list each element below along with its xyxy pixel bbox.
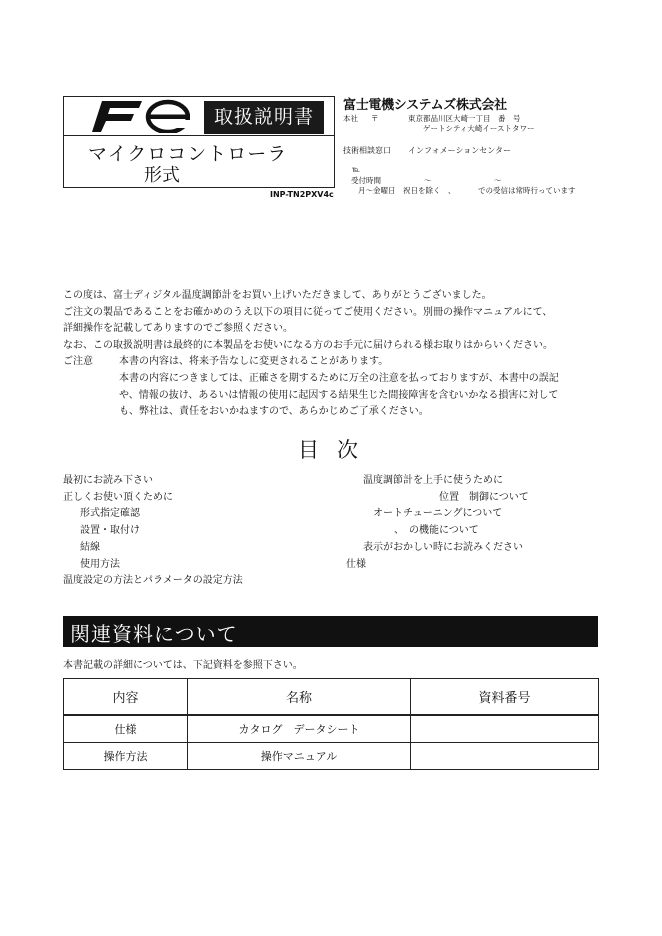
postal-mark: 〒 — [371, 114, 379, 123]
toc-item[interactable]: 最初にお読み下さい — [63, 475, 153, 486]
product-type-label: 形式 — [144, 165, 180, 186]
toc-item[interactable]: 使用方法 — [80, 559, 120, 570]
column-header-content: 内容 — [64, 679, 188, 716]
related-docs-heading: 関連資料について — [70, 622, 238, 646]
fax-note: での受信は常時行っています — [478, 186, 576, 195]
toc-item[interactable]: 結線 — [80, 542, 100, 553]
intro-para-2: ご注文の製品であることをお確かめのうえ以下の項目に従ってご使用ください。別冊の操作マニュアルにて、 — [63, 307, 553, 318]
support-center: インフォメーションセンター — [408, 146, 511, 155]
toc-item[interactable]: 正しくお使い頂くために — [63, 492, 173, 503]
table-cell: 操作方法 — [64, 743, 188, 770]
hours-detail: 月～金曜日 祝日を除く 、 — [358, 186, 456, 195]
hours-tilde-2: ～ — [494, 176, 502, 185]
address-line2: ゲートシティ大崎イーストタワー — [423, 124, 535, 133]
notice-line-2c: も、弊社は、責任をおいかねますので、あらかじめご了承ください。 — [119, 406, 429, 417]
toc-item[interactable]: 温度調節計を上手に使うために — [363, 475, 503, 486]
toc-item[interactable]: オートチューニングについて — [373, 508, 503, 519]
document-title: 取扱説明書 — [204, 101, 324, 134]
table-cell — [411, 743, 599, 770]
company-name: 富士電機システムズ株式会社 — [343, 98, 507, 113]
table-cell: カタログ データシート — [188, 715, 411, 743]
notice-line-1: 本書の内容は、将来予告なしに変更されることがあります。 — [119, 356, 389, 367]
tel-mark: ℡ — [352, 165, 361, 174]
table-row — [64, 743, 599, 770]
toc-item[interactable]: 、 の機能について — [394, 525, 479, 536]
table-header-row — [64, 679, 599, 716]
toc-item[interactable]: 温度設定の方法とパラメータの設定方法 — [63, 575, 243, 586]
support-label: 技術相談窓口 — [343, 146, 391, 155]
toc-item[interactable]: 形式指定確認 — [80, 508, 140, 519]
related-docs-table — [63, 678, 599, 770]
intro-para-4: なお、この取扱説明書は最終的に本製品をお使いになる方のお手元に届けられる様お取りはからいください。 — [63, 340, 553, 351]
related-docs-heading-bar — [63, 616, 598, 647]
related-docs-note: 本書記載の詳細については、下記資料を参照下さい。 — [63, 660, 303, 671]
fuji-logo-icon — [90, 99, 190, 133]
notice-label: ご注意 — [63, 356, 93, 367]
hq-label: 本社 — [343, 114, 358, 123]
manual-number: INP-TN2PXV4c — [270, 190, 334, 199]
toc-item[interactable]: 仕様 — [346, 559, 366, 570]
table-cell — [411, 715, 599, 743]
toc-item[interactable]: 設置・取付け — [80, 525, 140, 536]
column-header-doc-number: 資料番号 — [411, 679, 599, 716]
intro-para-3: 詳細操作を記載してありますのでご参照ください。 — [63, 323, 293, 334]
intro-para-1: この度は、富士ディジタル温度調節計をお買い上げいただきまして、ありがとうございました。 — [63, 290, 492, 301]
notice-line-2a: 本書の内容につきましては、正確さを期するために万全の注意を払っておりますが、本書中の誤記 — [119, 373, 559, 384]
hours-label: 受付時間 — [351, 176, 381, 185]
notice-line-2b: や、情報の抜け、あるいは情報の使用に起因する結果生じた間接障害を含むいかなる損害に対して — [119, 390, 559, 401]
table-cell: 操作マニュアル — [188, 743, 411, 770]
toc-title: 目次 — [298, 438, 376, 462]
table-row — [64, 715, 599, 743]
table-cell: 仕様 — [64, 715, 188, 743]
header-divider — [64, 135, 334, 136]
toc-item[interactable]: 表示がおかしい時にお読みください — [363, 542, 523, 553]
product-name: マイクロコントローラ — [88, 143, 288, 165]
column-header-name: 名称 — [188, 679, 411, 716]
hours-tilde-1: ～ — [424, 176, 432, 185]
header-box — [63, 96, 335, 188]
address-line1: 東京都品川区大崎一丁目 番 号 — [408, 114, 521, 123]
toc-item[interactable]: 位置 制御について — [439, 492, 529, 503]
